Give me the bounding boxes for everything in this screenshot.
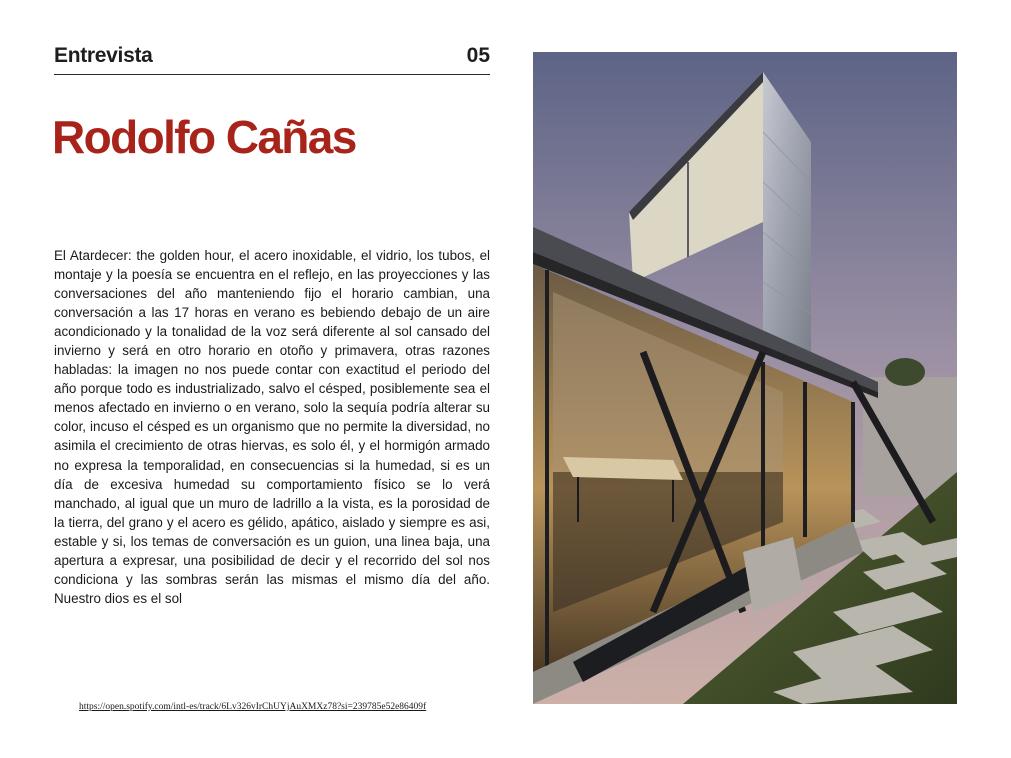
section-label: Entrevista <box>54 44 153 67</box>
page-number: 05 <box>466 44 490 67</box>
article-body: El Atardecer: the golden hour, el acero inoxidable, el vidrio, los tubos, el montaje y la poesía se encuentra en el reflejo, en las proyecciones y las conversaciones del año manteniendo fijo el horario cambian, una conversación a las 17 horas en verano es bebiendo debajo de un aire acondicionado y la tonalidad de la voz será diferente al sol cansado del invierno y será en otro horario en otoño y primavera, otras razones habladas: la imagen no nos puede contar con exactitud el periodo del año porque todo es industrializado, salvo el césped, posiblemente sea el menos afectado en invierno o en verano, solo la sequía podría alterar su color, incuso el césped es un organismo que no permite la diversidad, no asimila el crecimiento de otras hiervas, es solo él, y el hormigón armado no expresa la temporalidad, en consecuencias si la humedad, si es un día de excesiva humedad su comportamiento físico se lo verá manchado, al igual que un muro de ladrillo a la vista, es la porosidad de la tierra, del grano y el acero es gélido, apático, aislado y siempre es asi, estable y si, los temas de conversación es un guion, una linea baja, una apertura a expresar, una posibilidad de decir y el recorrido del sol nos condiciona y las sombras serán las mismas el mismo día del año. Nuestro dios es el sol <box>54 248 490 606</box>
article-title: Rodolfo Cañas <box>52 111 356 163</box>
house-photo <box>533 52 957 704</box>
tree <box>885 358 925 386</box>
dining-table <box>563 457 683 480</box>
spotify-link[interactable]: https://open.spotify.com/intl-es/track/6Lv326vIrChUYjAuXMXz78?si=239785e52e86409f <box>79 702 427 712</box>
header <box>54 44 490 75</box>
